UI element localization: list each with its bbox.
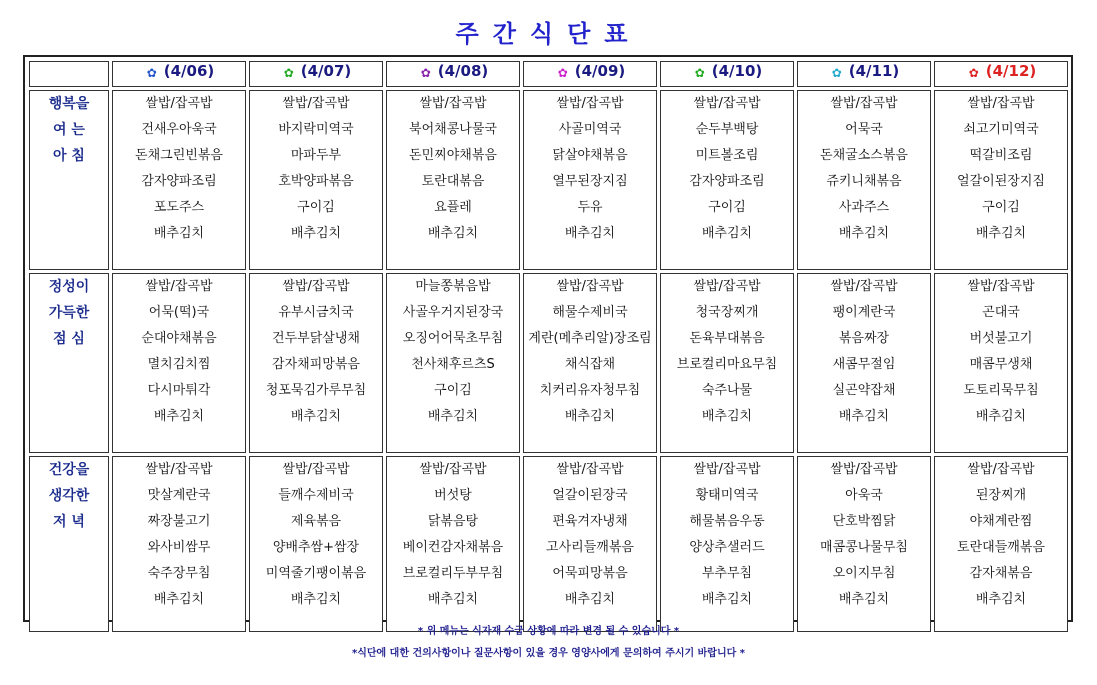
menu-item: 배추김치 bbox=[153, 226, 205, 241]
menu-item: 볶음짜장 bbox=[838, 331, 890, 346]
menu-item: 쇠고기미역국 bbox=[963, 122, 1039, 137]
menu-item: 해물볶음우동 bbox=[689, 514, 765, 529]
breakfast-menu-cell bbox=[523, 90, 657, 270]
menu-item: 브로컬리마요무침 bbox=[676, 357, 778, 372]
day-date: (4/06) bbox=[163, 62, 215, 80]
menu-item: 북어채콩나물국 bbox=[409, 122, 497, 137]
menu-item: 두유 bbox=[577, 200, 603, 215]
menu-item: 사과주스 bbox=[838, 200, 890, 215]
menu-item: 쌀밥/잡곡밥 bbox=[830, 279, 898, 294]
menu-item: 쌀밥/잡곡밥 bbox=[693, 96, 761, 111]
menu-item: 요플레 bbox=[434, 200, 472, 215]
menu-item: 토란대들깨볶음 bbox=[957, 540, 1045, 555]
menu-item: 미역줄기팽이볶음 bbox=[265, 566, 367, 581]
menu-item: 배추김치 bbox=[838, 592, 890, 607]
menu-item: 숙주나물 bbox=[701, 383, 753, 398]
menu-item: 짜장불고기 bbox=[147, 514, 211, 529]
menu-item: 숙주장무침 bbox=[147, 566, 211, 581]
menu-item: 쌀밥/잡곡밥 bbox=[693, 279, 761, 294]
breakfast-menu-cell bbox=[797, 90, 931, 270]
menu-item: 닭볶음탕 bbox=[427, 514, 479, 529]
menu-item: 토란대볶음 bbox=[421, 174, 485, 189]
menu-item: 순두부백탕 bbox=[695, 122, 759, 137]
dinner-menu-cell bbox=[386, 456, 520, 632]
menu-item: 감자채볶음 bbox=[969, 566, 1033, 581]
menu-item: 구이김 bbox=[434, 383, 472, 398]
menu-item: 고사리들깨볶음 bbox=[546, 540, 634, 555]
menu-item: 황태미역국 bbox=[695, 488, 759, 503]
lunch-menu-cell bbox=[660, 273, 794, 453]
lunch-menu-cell bbox=[797, 273, 931, 453]
flower-icon: ✿ bbox=[694, 66, 705, 80]
breakfast-label bbox=[29, 90, 109, 270]
menu-item: 구이김 bbox=[708, 200, 746, 215]
menu-item: 배추김치 bbox=[427, 592, 479, 607]
meal-label-line: 저 녁 bbox=[53, 514, 85, 530]
lunch-menu-cell bbox=[249, 273, 383, 453]
day-date: (4/07) bbox=[300, 62, 352, 80]
breakfast-menu-cell bbox=[249, 90, 383, 270]
contact-notice-text: *식단에 대한 건의사항이나 질문사항이 있을 경우 영양사에게 문의하여 주시기 바랍니다 * bbox=[351, 648, 746, 659]
menu-item: 배추김치 bbox=[701, 226, 753, 241]
lunch-label bbox=[29, 273, 109, 453]
lunch-menu-cell bbox=[523, 273, 657, 453]
meal-label-line: 행복을 bbox=[48, 96, 90, 112]
menu-item: 청국장찌개 bbox=[695, 305, 759, 320]
flower-icon: ✿ bbox=[146, 66, 157, 80]
day-header bbox=[523, 61, 657, 87]
flower-icon: ✿ bbox=[557, 66, 568, 80]
menu-item: 맛살계란국 bbox=[147, 488, 211, 503]
menu-item: 실곤약잡채 bbox=[832, 383, 896, 398]
menu-item: 버섯탕 bbox=[434, 488, 472, 503]
dinner-menu-cell bbox=[660, 456, 794, 632]
menu-item: 돈채굴소스볶음 bbox=[820, 148, 908, 163]
menu-item: 돈민찌야채볶음 bbox=[409, 148, 497, 163]
flower-icon: ✿ bbox=[283, 66, 294, 80]
menu-item: 쌀밥/잡곡밥 bbox=[145, 462, 213, 477]
menu-item: 쌀밥/잡곡밥 bbox=[830, 462, 898, 477]
menu-item: 쌀밥/잡곡밥 bbox=[282, 279, 350, 294]
menu-item: 배추김치 bbox=[290, 592, 342, 607]
day-header bbox=[934, 61, 1068, 87]
menu-item: 배추김치 bbox=[975, 226, 1027, 241]
menu-item: 쌀밥/잡곡밥 bbox=[556, 96, 624, 111]
menu-item: 배추김치 bbox=[564, 592, 616, 607]
flower-icon: ✿ bbox=[420, 66, 431, 80]
menu-item: 매콤콩나물무침 bbox=[820, 540, 908, 555]
menu-item: 배추김치 bbox=[290, 409, 342, 424]
menu-item: 마늘쫑볶음밥 bbox=[415, 279, 491, 294]
meal-label-line: 아 침 bbox=[53, 148, 85, 164]
menu-item: 열무된장지짐 bbox=[552, 174, 628, 189]
menu-item: 미트볼조림 bbox=[695, 148, 759, 163]
menu-item: 배추김치 bbox=[153, 592, 205, 607]
meal-label-line: 여 는 bbox=[53, 122, 85, 138]
menu-item: 치커리유자청무침 bbox=[539, 383, 641, 398]
menu-item: 쌀밥/잡곡밥 bbox=[967, 96, 1035, 111]
menu-item: 얼갈이된장국 bbox=[552, 488, 628, 503]
menu-item: 새콤무절임 bbox=[832, 357, 896, 372]
menu-item: 바지락미역국 bbox=[278, 122, 354, 137]
menu-item: 양상추샐러드 bbox=[689, 540, 765, 555]
notice-text: * 위 메뉴는 식자재 수급 상황에 따라 변경 될 수 있습니다 * bbox=[417, 626, 680, 637]
day-date: (4/11) bbox=[848, 62, 900, 80]
menu-item: 오이지무침 bbox=[832, 566, 896, 581]
dinner-row bbox=[29, 456, 1068, 632]
day-header bbox=[797, 61, 931, 87]
lunch-menu-cell bbox=[112, 273, 246, 453]
menu-item: 아욱국 bbox=[845, 488, 883, 503]
menu-item: 쌀밥/잡곡밥 bbox=[556, 462, 624, 477]
menu-item: 다시마튀각 bbox=[147, 383, 211, 398]
menu-item: 어묵피망볶음 bbox=[552, 566, 628, 581]
day-header bbox=[386, 61, 520, 87]
menu-item: 배추김치 bbox=[975, 409, 1027, 424]
menu-item: 배추김치 bbox=[427, 409, 479, 424]
menu-item: 쌀밥/잡곡밥 bbox=[419, 462, 487, 477]
menu-item: 어묵국 bbox=[845, 122, 883, 137]
menu-item: 와사비쌈무 bbox=[147, 540, 211, 555]
menu-item: 얼갈이된장지짐 bbox=[957, 174, 1045, 189]
dinner-menu-cell bbox=[523, 456, 657, 632]
menu-item: 배추김치 bbox=[290, 226, 342, 241]
menu-item: 감자양파조림 bbox=[689, 174, 765, 189]
menu-item: 건두부닭살냉채 bbox=[272, 331, 360, 346]
menu-item: 팽이계란국 bbox=[832, 305, 896, 320]
menu-item: 청포묵김가루무침 bbox=[265, 383, 367, 398]
lunch-menu-cell bbox=[934, 273, 1068, 453]
menu-item: 닭살야채볶음 bbox=[552, 148, 628, 163]
dinner-menu-cell bbox=[934, 456, 1068, 632]
menu-item: 멸치김치찜 bbox=[147, 357, 211, 372]
menu-item: 어묵(떡)국 bbox=[148, 305, 210, 320]
menu-item: 쌀밥/잡곡밥 bbox=[282, 96, 350, 111]
page-title: 주간식단표 bbox=[455, 20, 642, 48]
dinner-menu-cell bbox=[112, 456, 246, 632]
menu-item: 버섯불고기 bbox=[969, 331, 1033, 346]
menu-item: 양배추쌈+쌈장 bbox=[272, 540, 360, 555]
menu-item: 매콤무생채 bbox=[969, 357, 1033, 372]
weekly-menu-table bbox=[26, 58, 1071, 635]
menu-item: 순대야채볶음 bbox=[141, 331, 217, 346]
menu-item: 브로컬리두부무침 bbox=[402, 566, 504, 581]
menu-item: 배추김치 bbox=[975, 592, 1027, 607]
day-header bbox=[660, 61, 794, 87]
menu-item: 포도주스 bbox=[153, 200, 205, 215]
dinner-menu-cell bbox=[249, 456, 383, 632]
menu-item: 제육볶음 bbox=[290, 514, 342, 529]
menu-item: 쌀밥/잡곡밥 bbox=[556, 279, 624, 294]
dinner-menu-cell bbox=[797, 456, 931, 632]
menu-item: 호박양파볶음 bbox=[278, 174, 354, 189]
breakfast-menu-cell bbox=[934, 90, 1068, 270]
day-date: (4/12) bbox=[985, 62, 1037, 80]
menu-item: 쌀밥/잡곡밥 bbox=[145, 279, 213, 294]
meal-label-line: 가득한 bbox=[48, 305, 90, 321]
header-row bbox=[29, 61, 1068, 87]
menu-item: 오징어어묵초무침 bbox=[402, 331, 504, 346]
menu-item: 부추무침 bbox=[701, 566, 753, 581]
breakfast-row bbox=[29, 90, 1068, 270]
day-date: (4/09) bbox=[574, 62, 626, 80]
menu-item: 돈채그린빈볶음 bbox=[135, 148, 223, 163]
menu-item: 사골미역국 bbox=[558, 122, 622, 137]
menu-item: 배추김치 bbox=[564, 226, 616, 241]
menu-item: 유부시금치국 bbox=[278, 305, 354, 320]
flower-icon: ✿ bbox=[831, 66, 842, 80]
menu-item: 곤대국 bbox=[982, 305, 1020, 320]
menu-item: 돈육부대볶음 bbox=[689, 331, 765, 346]
corner-cell bbox=[29, 61, 109, 87]
menu-item: 쥬키니채볶음 bbox=[826, 174, 902, 189]
menu-item: 마파두부 bbox=[290, 148, 342, 163]
breakfast-menu-cell bbox=[660, 90, 794, 270]
menu-item: 야채계란찜 bbox=[969, 514, 1033, 529]
menu-item: 도토리묵무침 bbox=[963, 383, 1039, 398]
menu-item: 쌀밥/잡곡밥 bbox=[967, 462, 1035, 477]
day-header bbox=[112, 61, 246, 87]
menu-item: 쌀밥/잡곡밥 bbox=[145, 96, 213, 111]
meal-label-line: 건강을 bbox=[48, 462, 90, 478]
menu-item: 배추김치 bbox=[701, 592, 753, 607]
menu-item: 쌀밥/잡곡밥 bbox=[830, 96, 898, 111]
menu-item: 계란(메추리알)장조림 bbox=[528, 331, 652, 346]
menu-item: 배추김치 bbox=[153, 409, 205, 424]
menu-item: 단호박찜닭 bbox=[832, 514, 896, 529]
menu-item: 배추김치 bbox=[427, 226, 479, 241]
menu-item: 떡갈비조림 bbox=[969, 148, 1033, 163]
meal-label-line: 생각한 bbox=[48, 488, 90, 504]
menu-item: 편육겨자냉채 bbox=[552, 514, 628, 529]
menu-item: 건새우아욱국 bbox=[141, 122, 217, 137]
menu-item: 배추김치 bbox=[838, 409, 890, 424]
menu-item: 감자채피망볶음 bbox=[272, 357, 360, 372]
breakfast-menu-cell bbox=[112, 90, 246, 270]
lunch-menu-cell bbox=[386, 273, 520, 453]
menu-item: 배추김치 bbox=[838, 226, 890, 241]
day-date: (4/10) bbox=[711, 62, 763, 80]
menu-item: 들깨수제비국 bbox=[278, 488, 354, 503]
meal-label-line: 정성이 bbox=[48, 279, 90, 295]
menu-item: 감자양파조림 bbox=[141, 174, 217, 189]
dinner-label bbox=[29, 456, 109, 632]
breakfast-menu-cell bbox=[386, 90, 520, 270]
day-header bbox=[249, 61, 383, 87]
menu-item: 배추김치 bbox=[701, 409, 753, 424]
menu-item: 베이컨감자채볶음 bbox=[402, 540, 504, 555]
menu-item: 쌀밥/잡곡밥 bbox=[967, 279, 1035, 294]
menu-item: 천사채후르츠S bbox=[411, 357, 495, 372]
menu-item: 쌀밥/잡곡밥 bbox=[282, 462, 350, 477]
menu-item: 배추김치 bbox=[564, 409, 616, 424]
meal-label-line: 점 심 bbox=[53, 331, 85, 347]
menu-item: 채식잡채 bbox=[564, 357, 616, 372]
menu-item: 쌀밥/잡곡밥 bbox=[419, 96, 487, 111]
menu-item: 된장찌개 bbox=[975, 488, 1027, 503]
lunch-row bbox=[29, 273, 1068, 453]
menu-item: 사골우거지된장국 bbox=[402, 305, 504, 320]
menu-item: 쌀밥/잡곡밥 bbox=[693, 462, 761, 477]
flower-icon: ✿ bbox=[968, 66, 979, 80]
menu-item: 구이김 bbox=[982, 200, 1020, 215]
menu-item: 구이김 bbox=[297, 200, 335, 215]
day-date: (4/08) bbox=[437, 62, 489, 80]
menu-item: 해물수제비국 bbox=[552, 305, 628, 320]
